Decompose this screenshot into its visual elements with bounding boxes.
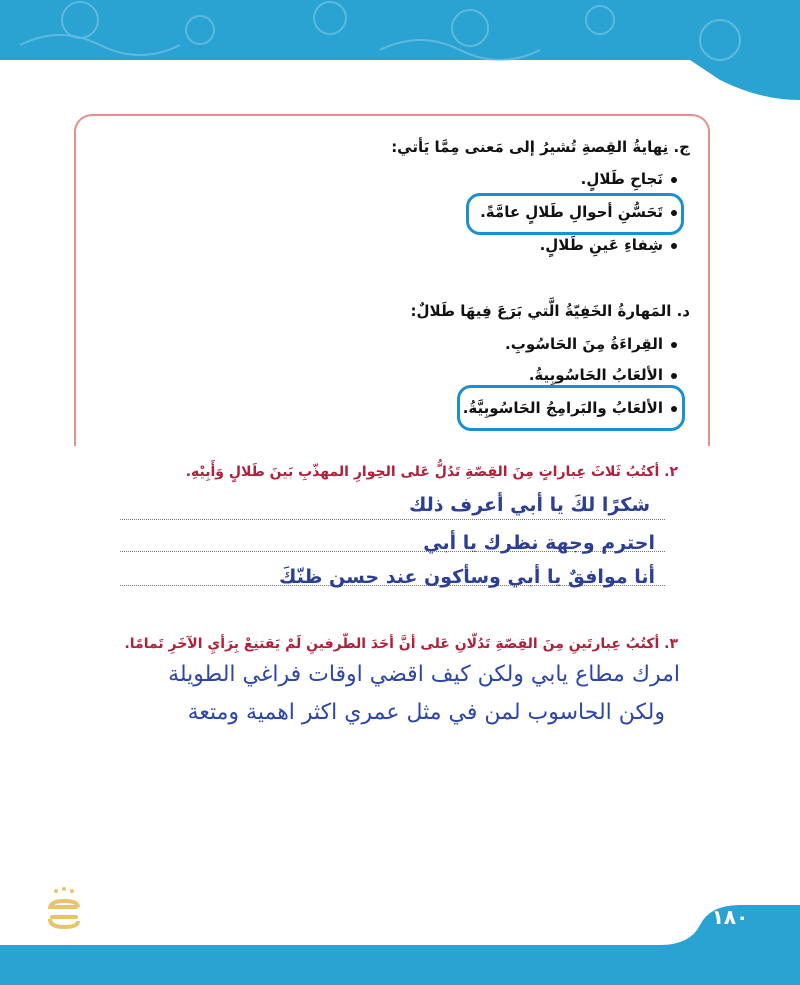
- bullet-icon: [671, 373, 677, 379]
- answer-circle-d: [457, 385, 685, 431]
- answer-line-1: [120, 518, 665, 520]
- task-3-prompt: ٣. أكتُبُ عِبارتَينِ مِنَ القِصّةِ تَدُلّانِ عَلى أنَّ أحَدَ الطّرفينِ لَمْ يَقتنِعْ بِرَأيِ الآخَرِ تَمامًا.: [124, 636, 678, 652]
- task-2-prompt: ٢. أكتُبُ ثَلاثَ عِباراتٍ مِنَ القِصّةِ تَدُلُّ عَلى الحِوارِ المهذّبِ بَينَ طَلالٍ وَأَبِيْهِ.: [185, 464, 678, 480]
- task-3-answer-2: ولكن الحاسوب لمن في مثل عمري اكثر اهمية ومتعة: [187, 700, 665, 725]
- question-d-option-2: الألعَابُ الحَاسُوبِيةُ.: [529, 366, 677, 384]
- question-d-option-3: الألعَابُ والبَرامِجُ الحَاسُوبِيَّةُ.: [463, 399, 677, 417]
- task-2-answer-2: احترم وجهة نظرك يا أبي: [423, 532, 655, 554]
- top-banner: [0, 0, 800, 100]
- bullet-icon: [671, 177, 677, 183]
- bullet-icon: [671, 342, 677, 348]
- question-c-prompt: ج. نِهايةُ القِصةِ تُشيرُ إلى مَعنى مِمَّا يَأتي:: [391, 138, 690, 156]
- page-number: ١٨٠: [711, 905, 749, 929]
- question-c-option-3: شِفاءِ عَينِ طَلالٍ.: [540, 236, 677, 254]
- bullet-icon: [671, 243, 677, 249]
- task-2-answer-1: شكرًا لكَ يا أبي أعرف ذلك: [408, 494, 650, 516]
- answer-circle-c: [466, 193, 684, 235]
- question-c-option-2: تَحَسُّنِ أحوالِ طَلالٍ عامَّةً.: [480, 203, 677, 221]
- question-c-option-1: نَجاحِ طَلالٍ.: [581, 170, 677, 188]
- task-3-answer-1: امرك مطاع يابي ولكن كيف اقضي اوقات فراغي الطويلة: [168, 662, 680, 687]
- bottom-banner: [0, 895, 800, 985]
- task-2-answer-3: أنا موافقٌ يا أبي وسأكون عند حسن ظنّكَ: [279, 566, 655, 588]
- question-d-prompt: د. المَهارةُ الخَفِيّةُ الَّتي بَرَعَ فِيهَا طَلالٌ:: [410, 302, 690, 320]
- question-d-option-1: القِراءَةُ مِنَ الحَاسُوبِ.: [505, 335, 677, 353]
